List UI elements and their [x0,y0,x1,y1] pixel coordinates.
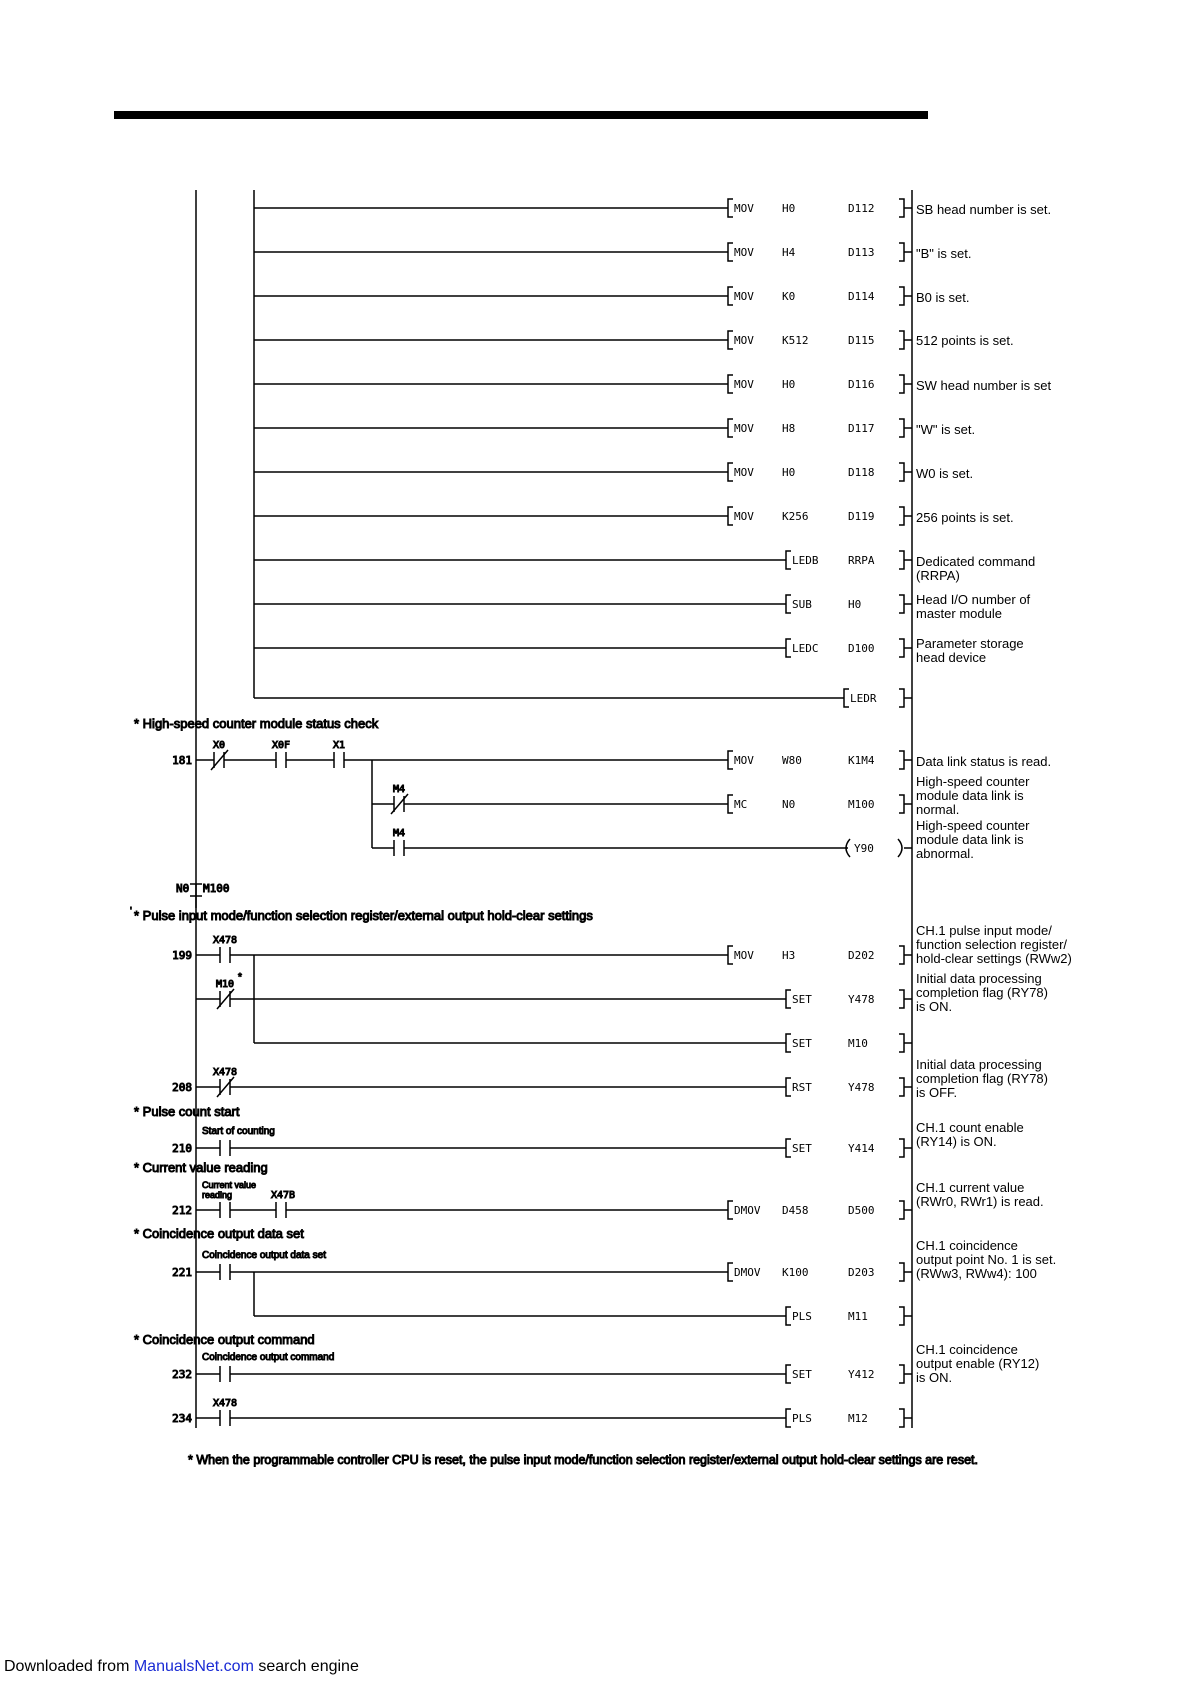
instruction-operand-1: H8 [782,422,796,435]
contact-label: X478 [212,1398,238,1409]
rung-comment: High-speed counter [916,818,1030,833]
instruction-op: MOV [734,510,754,523]
instruction-operand-1: M10 [848,1037,868,1050]
instruction-op: DMOV [734,1204,761,1217]
instruction-op: MOV [734,466,754,479]
instruction-sub [786,592,1031,621]
instruction-op: MOV [734,422,754,435]
rung-comment: module data link is [916,788,1024,803]
instruction-open-bracket [728,199,733,217]
instruction-operand-1: H3 [782,949,796,962]
instruction-operand-2: D203 [848,1266,875,1279]
instruction-operand-1: D458 [782,1204,809,1217]
instruction-open-bracket [728,419,733,437]
instruction-dmov [728,1180,1044,1219]
instruction-set [786,1120,1024,1157]
step-number: 208 [172,1081,192,1094]
instruction-operand-1: W80 [782,754,802,767]
mc-nesting-label: N0 [176,882,190,895]
instruction-operand-1: N0 [782,798,796,811]
instruction-op: LEDB [792,554,819,567]
instruction-close-bracket [899,689,904,707]
instruction-open-bracket [786,551,791,569]
instruction-ledc [786,636,1024,665]
instruction-op: DMOV [734,1266,761,1279]
instruction-set [786,1034,912,1052]
section-heading: * Coincidence output command [134,1332,315,1347]
rung-comment: CH.1 count enable [916,1120,1024,1135]
mc-relay-label: M100 [203,882,230,895]
contact-asterisk: * [238,972,242,983]
instruction-close-bracket [899,1139,904,1157]
instruction-close-bracket [899,331,904,349]
instruction-operand-1: Y478 [848,1081,875,1094]
rung-comment: Parameter storage [916,636,1024,651]
instruction-close-bracket [899,375,904,393]
instruction-open-bracket [786,1365,791,1383]
instruction-close-bracket [899,1078,904,1096]
section-heading: * Pulse count start [134,1104,240,1119]
rung-comment: abnormal. [916,846,974,861]
instruction-open-bracket [786,1034,791,1052]
instruction-open-bracket [728,243,733,261]
instruction-operand-2: D113 [848,246,875,259]
instruction-open-bracket [786,990,791,1008]
instruction-operand-2: D116 [848,378,875,391]
instruction-close-bracket [899,1307,904,1325]
instruction-open-bracket [728,751,733,769]
contact-label: X0F [271,740,291,751]
instruction-operand-1: H0 [782,466,796,479]
rung-comment: hold-clear settings (RWw2) [916,951,1072,966]
instruction-close-bracket [899,551,904,569]
section-heading: * Pulse input mode/function selection register/external output hold-clear settings [134,908,593,923]
instruction-operand-1: M12 [848,1412,868,1425]
rung-comment: (RY14) is ON. [916,1134,997,1149]
instruction-operand-2: D112 [848,202,875,215]
instruction-operand-1: K0 [782,290,796,303]
rung-comment: is OFF. [916,1085,958,1100]
instruction-mov [728,331,1014,349]
instruction-close-bracket [899,1409,904,1427]
instruction-operand-2: K1M4 [848,754,875,767]
footer [4,1658,359,1676]
instruction-close-bracket [899,751,904,769]
contact-label: Start of counting [202,1126,275,1137]
instruction-operand-1: K100 [782,1266,809,1279]
instruction-open-bracket [728,1263,733,1281]
footer-link[interactable]: ManualsNet.com [133,1658,254,1675]
instruction-op: MOV [734,949,754,962]
step-number: 181 [172,754,192,767]
instruction-close-bracket [899,463,904,481]
instruction-op: MOV [734,202,754,215]
step-number: 199 [172,949,192,962]
instruction-close-bracket [899,1201,904,1219]
instruction-mov [728,199,1051,217]
instruction-operand-1: K256 [782,510,809,523]
instruction-operand-1: H4 [782,246,796,259]
contact-label: Coincidence output data set [202,1250,326,1261]
instruction-op: MOV [734,378,754,391]
rung-comment: CH.1 pulse input mode/ [916,923,1052,938]
instruction-close-bracket [899,419,904,437]
instruction-rst [786,1057,1048,1100]
rung-comment: completion flag (RY78) [916,985,1048,1000]
instruction-close-bracket [899,639,904,657]
instruction-open-bracket [728,331,733,349]
instruction-operand-1: H0 [782,378,796,391]
rung-comment: CH.1 current value [916,1180,1025,1195]
instruction-mov [728,507,1014,525]
instruction-close-bracket [899,199,904,217]
instruction-dmov [728,1238,1056,1281]
instruction-close-bracket [899,243,904,261]
instruction-open-bracket [728,463,733,481]
instruction-close-bracket [899,595,904,613]
rung-comment: completion flag (RY78) [916,1071,1048,1086]
instruction-op: SET [792,1142,812,1155]
instruction-mov [728,419,975,437]
contact-label: X478 [212,1067,238,1078]
rung-comment: is ON. [916,1370,953,1385]
instruction-y90 [846,818,1030,861]
instruction-operand-2: D115 [848,334,875,347]
contact-label: Current value [202,1180,257,1190]
contact-label: reading [202,1190,233,1200]
instruction-op: MOV [734,334,754,347]
reset-note: * When the programmable controller CPU is reset, the pulse input mode/function selection register/external output hold-clear settings are reset. [188,1453,978,1467]
footer-suffix: search engine [253,1658,359,1675]
instruction-operand-1: RRPA [848,554,875,567]
instruction-op: SET [792,993,812,1006]
instruction-pls [786,1307,912,1325]
instruction-ledr [844,689,912,707]
contact-label: Coincidence output command [202,1352,335,1363]
instruction-operand-1: Y478 [848,993,875,1006]
instruction-op: PLS [792,1310,812,1323]
instruction-op: SUB [792,598,812,611]
section-heading: * Current value reading [134,1160,268,1175]
rung-comment: Initial data processing [916,971,1042,986]
instruction-mov [728,287,969,305]
step-number: 232 [172,1368,192,1381]
rung-comment: W0 is set. [916,466,974,481]
instruction-operand-2: D114 [848,290,875,303]
rung-comment: SW head number is set [916,378,1052,393]
ladder-wiring [190,190,912,1428]
contact-label: X478 [212,935,238,946]
instruction-mov [728,375,1052,393]
instruction-mc [728,774,1030,817]
instruction-close-bracket [899,287,904,305]
instruction-open-bracket [786,639,791,657]
instruction-operand-1: Y412 [848,1368,875,1381]
instruction-open-bracket [728,287,733,305]
instruction-operand-2: M100 [848,798,875,811]
instruction-operand-1: H0 [848,598,862,611]
rung-comment: function selection register/ [916,937,1068,952]
section-heading: * High-speed counter module status check [134,716,379,731]
rung-comment: Data link status is read. [916,754,1052,769]
contact-label: X0 [212,740,226,751]
rung-comment: (RWr0, RWr1) is read. [916,1194,1044,1209]
instruction-set [786,971,1048,1014]
instruction-close-bracket [899,990,904,1008]
instruction-close-bracket [899,795,904,813]
rung-comment: "W" is set. [916,422,976,437]
instruction-ledb [786,551,1035,583]
rung-comment: output point No. 1 is set. [916,1252,1057,1267]
rung-comment: High-speed counter [916,774,1030,789]
rung-comment: Initial data processing [916,1057,1042,1072]
footer-prefix: Downloaded from [4,1658,134,1675]
instruction-operand-2: D117 [848,422,875,435]
rung-comment: module data link is [916,832,1024,847]
instruction-op: MOV [734,290,754,303]
instruction-operand-1: D100 [848,642,875,655]
instruction-open-bracket [786,1139,791,1157]
step-number: 212 [172,1204,192,1217]
instruction-operand-1: H0 [782,202,796,215]
instruction-open-bracket [728,375,733,393]
instruction-open-bracket [786,1307,791,1325]
instruction-open-bracket [844,689,849,707]
rung-comment: master module [916,606,1002,621]
instruction-op: SET [792,1368,812,1381]
section-heading-tick: ' [130,906,132,917]
instruction-operand-1: Y414 [848,1142,875,1155]
instruction-op: LEDR [850,692,877,705]
instruction-op: MOV [734,246,754,259]
instruction-op: MC [734,798,748,811]
instruction-pls [786,1409,912,1427]
instruction-op: LEDC [792,642,819,655]
rung-comment: CH.1 coincidence [916,1342,1018,1357]
step-number: 210 [172,1142,192,1155]
rung-comment: 512 points is set. [916,333,1014,348]
step-number: 234 [172,1412,192,1425]
rung-comment: Head I/O number of [916,592,1031,607]
instruction-open-bracket [728,507,733,525]
instruction-open-bracket [786,1409,791,1427]
rung-comment: (RRPA) [916,568,960,583]
instruction-mov [728,463,973,481]
rung-comment: head device [916,650,987,665]
instruction-operand-1: M11 [848,1310,868,1323]
instruction-op: SET [792,1037,812,1050]
rung-comment: B0 is set. [916,290,970,305]
coil-label: Y90 [854,842,874,855]
step-number: 221 [172,1266,192,1279]
instruction-open-bracket [728,946,733,964]
instruction-op: PLS [792,1412,812,1425]
instruction-close-bracket [899,946,904,964]
contact-label: M4 [392,828,406,839]
instruction-close-bracket [899,1034,904,1052]
instruction-mov [728,751,1051,769]
contact-label: M10 [215,979,235,990]
instruction-close-bracket [899,1365,904,1383]
coil-close [898,839,902,857]
rung-comment: SB head number is set. [916,202,1052,217]
contact-label: M4 [392,784,406,795]
instruction-op: MOV [734,754,754,767]
rung-comment: output enable (RY12) [916,1356,1040,1371]
instruction-open-bracket [728,795,733,813]
rung-comment: 256 points is set. [916,510,1014,525]
instruction-open-bracket [786,595,791,613]
instruction-operand-2: D118 [848,466,875,479]
instruction-close-bracket [899,1263,904,1281]
rung-comment: "B" is set. [916,246,972,261]
instruction-op: RST [792,1081,812,1094]
instruction-open-bracket [728,1201,733,1219]
rung-comment: is ON. [916,999,953,1014]
contact-label: X1 [332,740,346,751]
rung-comment: Dedicated command [916,554,1036,569]
instruction-operand-2: D500 [848,1204,875,1217]
instruction-operand-2: D202 [848,949,875,962]
rung-comment: CH.1 coincidence [916,1238,1018,1253]
rung-comment: (RWw3, RWw4): 100 [916,1266,1037,1281]
contact-label: X47B [270,1190,296,1201]
instruction-mov [728,243,971,261]
section-heading: * Coincidence output data set [134,1226,304,1241]
instruction-close-bracket [899,507,904,525]
instruction-operand-1: K512 [782,334,809,347]
instruction-mov [728,923,1072,966]
rung-comment: normal. [916,802,960,817]
instruction-operand-2: D119 [848,510,875,523]
instruction-open-bracket [786,1078,791,1096]
